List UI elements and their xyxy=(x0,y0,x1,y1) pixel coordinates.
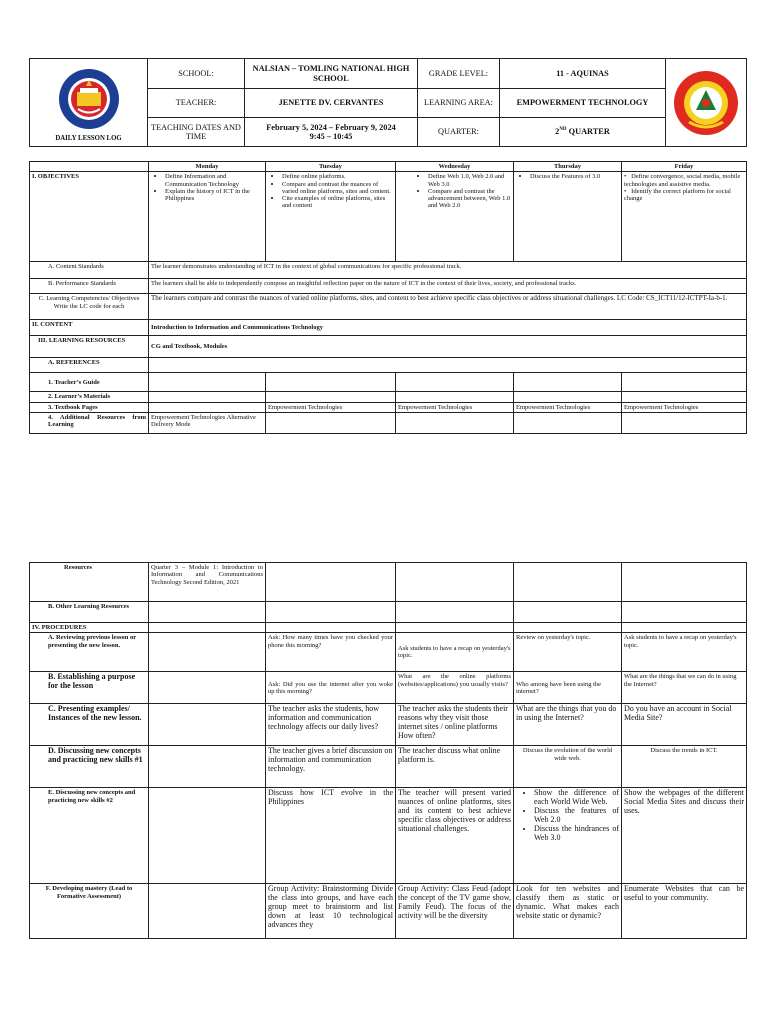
step-a-tuesday: Ask: How many times have you checked your phone this morning? xyxy=(266,633,396,672)
procedures-wednesday xyxy=(396,623,514,633)
learning-area-label: LEARNING AREA: xyxy=(418,89,500,117)
additional-resources-wednesday-cont xyxy=(396,563,514,602)
time-range: 9:45 – 10:45 xyxy=(309,131,353,141)
step-e-friday: Show the webpages of the different Social Media Sites and discuss their uses. xyxy=(622,788,747,884)
school-label: SCHOOL: xyxy=(148,59,245,89)
friday-objective-1: Define convergence, social media, mobile technologies and assistive media. xyxy=(624,173,741,188)
performance-standards-value: The learners shall be able to independently compose an insightful reflection paper on the nature of ICT in the context of their lives, society, and professional tracks. xyxy=(149,279,747,294)
teachers-guide-tuesday xyxy=(266,373,396,392)
additional-resources-friday-cont xyxy=(622,563,747,602)
references-value xyxy=(149,358,747,373)
step-c-wednesday: The teacher asks the students their reasons why they visit those internet sites / online platforms How often? xyxy=(396,704,514,746)
objectives-friday xyxy=(622,172,747,262)
additional-resources-tuesday xyxy=(266,412,396,433)
list-item: • Discuss the features of Web 2.0 xyxy=(534,807,619,825)
list-item: • Show the difference of each World Wide Web. xyxy=(534,789,619,807)
step-c-thursday: What are the things that you do in using the Internet? xyxy=(514,704,622,746)
step-b-label: B. Establishing a purpose for the lesson xyxy=(30,672,149,704)
list-item: • Compare and contrast the nuances of varied online platforms, sites and content. xyxy=(282,181,393,196)
day-header-tuesday: Tuesday xyxy=(266,162,396,172)
teaching-dates-value xyxy=(245,117,418,146)
content-value: Introduction to Information and Communications Technology xyxy=(149,320,747,336)
additional-resources-monday: Empowerment Technologies Alternative Delivery Mode xyxy=(149,412,266,433)
step-f-tuesday: Group Activity: Brainstorming Divide the class into groups, and have each group meet to brainstorm and list down at least 10 technological advances they xyxy=(266,884,396,939)
step-c-friday: Do you have an account in Social Media Site? xyxy=(622,704,747,746)
header-table xyxy=(29,58,747,147)
day-header-thursday: Thursday xyxy=(514,162,622,172)
step-a-label: A. Reviewing previous lesson or presenting the new lesson. xyxy=(30,633,149,672)
step-b-friday: What are the things that we can do in using the Internet? xyxy=(622,672,747,704)
grade-label: GRADE LEVEL: xyxy=(418,59,500,89)
day-header-wednesday: Wednesday xyxy=(396,162,514,172)
content-standards-label: A. Content Standards xyxy=(30,262,149,279)
additional-resources-thursday xyxy=(514,412,622,433)
day-header-monday: Monday xyxy=(149,162,266,172)
step-e-tuesday: Discuss how ICT evolve in the Philippines xyxy=(266,788,396,884)
deped-seal-icon xyxy=(58,68,120,130)
learners-materials-label: 2. Learner’s Materials xyxy=(30,392,149,402)
learners-materials-monday xyxy=(149,392,266,402)
teacher-value: JENETTE DV. CERVANTES xyxy=(245,89,418,117)
competencies-note: Write the LC code for each xyxy=(53,302,125,310)
references-label: A. REFERENCES xyxy=(30,358,149,373)
list-item: • Define online platforms. xyxy=(282,173,393,180)
step-a-friday: Ask students to have a recap on yesterday's topic. xyxy=(622,633,747,672)
procedures-tuesday xyxy=(266,623,396,633)
textbook-pages-wednesday: Empowerment Technologies xyxy=(396,402,514,412)
teachers-guide-thursday xyxy=(514,373,622,392)
list-item: • Compare and contrast the advancement between, Web 1.0 and Web 2.0 xyxy=(428,188,511,210)
step-a-wednesday: Ask students to have a recap on yesterday's topic. xyxy=(396,633,514,672)
step-d-monday xyxy=(149,746,266,788)
dates-range: February 5, 2024 – February 9, 2024 xyxy=(266,122,396,132)
school-seal-icon xyxy=(673,70,739,136)
learning-area-value: EMPOWERMENT TECHNOLOGY xyxy=(500,89,666,117)
additional-resources-thursday-cont xyxy=(514,563,622,602)
list-item: • Cite examples of online platforms, sites and content xyxy=(282,195,393,210)
learners-materials-tuesday xyxy=(266,392,396,402)
procedures-friday xyxy=(622,623,747,633)
other-resources-tuesday xyxy=(266,602,396,623)
quarter-label: QUARTER: xyxy=(418,117,500,146)
step-d-wednesday: The teacher discuss what online platform is. xyxy=(396,746,514,788)
additional-resources-monday-cont: Quarter 3 – Module 1: Introduction to Information and Communications Technology Second Edition, 2021 xyxy=(149,563,266,602)
other-resources-label: B. Other Learning Resources xyxy=(30,602,149,623)
textbook-pages-thursday: Empowerment Technologies xyxy=(514,402,622,412)
teaching-dates-label: TEACHING DATES AND TIME xyxy=(148,117,245,146)
textbook-pages-friday: Empowerment Technologies xyxy=(622,402,747,412)
list-item: • Discuss the Features of 3.0 xyxy=(530,173,619,180)
quarter-suffix: ND xyxy=(559,127,567,133)
performance-standards-label: B. Performance Standards xyxy=(30,279,149,294)
competencies-value: The learners compare and contrast the nuances of varied online platforms, sites, and content to best achieve specific class objectives or address situational challenges. LC Code: CS_ICT11/12-ICTPT-Ia-b-1. xyxy=(149,294,747,320)
objectives-tuesday xyxy=(266,172,396,262)
step-c-monday xyxy=(149,704,266,746)
list-item: • Define Information and Communication Technology xyxy=(165,173,263,188)
teacher-label: TEACHER: xyxy=(148,89,245,117)
step-f-thursday: Look for ten websites and classify them as static or dynamic. What makes each website static or dynamic? xyxy=(514,884,622,939)
step-f-friday: Enumerate Websites that can be useful to your community. xyxy=(622,884,747,939)
textbook-pages-tuesday: Empowerment Technologies xyxy=(266,402,396,412)
competencies-label xyxy=(30,294,149,320)
other-resources-thursday xyxy=(514,602,622,623)
step-a-thursday: Review on yesterday's topic. xyxy=(514,633,622,672)
content-label: II. CONTENT xyxy=(30,320,149,336)
additional-resources-label: 4. Additional Resources from Learning xyxy=(30,412,149,433)
step-d-label: D. Discussing new concepts and practicing new skills #1 xyxy=(30,746,149,788)
objectives-label: I. OBJECTIVES xyxy=(30,172,149,262)
step-e-label: E. Discussing new concepts and practicing new skills #2 xyxy=(30,788,149,884)
learners-materials-thursday xyxy=(514,392,622,402)
list-item: • Explain the history of ICT in the Philippines xyxy=(165,188,263,203)
step-d-friday: Discuss the trends in ICT. xyxy=(622,746,747,788)
procedures-monday xyxy=(149,623,266,633)
step-c-label: C. Presenting examples/ Instances of the new lesson. xyxy=(30,704,149,746)
step-d-tuesday: The teacher gives a brief discussion on information and communication technology. xyxy=(266,746,396,788)
lesson-log-table-page2 xyxy=(29,562,747,939)
school-logo-cell xyxy=(666,59,747,147)
additional-resources-label-cont: Resources xyxy=(30,563,149,602)
step-f-wednesday: Group Activity: Class Feud (adopt the concept of the TV game show, Family Feud). The focus of the activity will be the diversity xyxy=(396,884,514,939)
deped-logo-cell xyxy=(30,59,148,147)
learning-resources-label: III. LEARNING RESOURCES xyxy=(30,336,149,358)
day-header-friday: Friday xyxy=(622,162,747,172)
daily-lesson-log-label: DAILY LESSON LOG xyxy=(55,135,122,143)
step-b-thursday: Who among have been using the internet? xyxy=(514,672,622,704)
step-e-monday xyxy=(149,788,266,884)
friday-objective-2: Identify the correct platform for social change xyxy=(624,187,731,203)
step-f-label: F. Developing mastery (Lead to Formative Assessment) xyxy=(30,884,149,939)
other-resources-monday xyxy=(149,602,266,623)
lesson-log-table-page1 xyxy=(29,161,747,434)
objectives-thursday xyxy=(514,172,622,262)
list-item: • Discuss the hindrances of Web 3.0 xyxy=(534,825,619,843)
quarter-number: 2 xyxy=(555,127,560,137)
quarter-value xyxy=(500,117,666,146)
teachers-guide-label: 1. Teacher’s Guide xyxy=(30,373,149,392)
additional-resources-wednesday xyxy=(396,412,514,433)
other-resources-friday xyxy=(622,602,747,623)
textbook-pages-label: 3. Textbook Pages xyxy=(30,402,149,412)
step-a-monday xyxy=(149,633,266,672)
procedures-thursday xyxy=(514,623,622,633)
list-item: • Define convergence, social media, mobile technologies and assistive media. xyxy=(624,173,741,188)
textbook-pages-monday xyxy=(149,402,266,412)
additional-resources-tuesday-cont xyxy=(266,563,396,602)
teachers-guide-wednesday xyxy=(396,373,514,392)
teachers-guide-friday xyxy=(622,373,747,392)
list-item: • Identify the correct platform for social change xyxy=(624,187,731,203)
step-e-wednesday: The teacher will present varied nuances of online platforms, sites and its content to best achieve specific class objectives or address situational challenges. xyxy=(396,788,514,884)
step-d-thursday: Discuss the evolution of the world wide web. xyxy=(514,746,622,788)
list-item: • Define Web 1.0, Web 2.0 and Web 3.0 xyxy=(428,173,511,188)
additional-resources-friday xyxy=(622,412,747,433)
step-b-monday xyxy=(149,672,266,704)
competencies-title: C. Learning Competencies/ Objectives xyxy=(38,295,140,303)
objectives-monday xyxy=(149,172,266,262)
teachers-guide-monday xyxy=(149,373,266,392)
other-resources-wednesday xyxy=(396,602,514,623)
step-b-wednesday: What are the online platforms (websites/applications) you usually visits? xyxy=(396,672,514,704)
step-f-monday xyxy=(149,884,266,939)
learning-resources-value: CG and Textbook, Modules xyxy=(149,336,747,358)
content-standards-value: The learner demonstrates understanding of ICT in the context of global communications for specific professional track. xyxy=(149,262,747,279)
school-value: NALSIAN – TOMLING NATIONAL HIGH SCHOOL xyxy=(245,59,418,89)
day-header-blank xyxy=(30,162,149,172)
step-c-tuesday: The teacher asks the students, how information and communication technology affects our daily lives? xyxy=(266,704,396,746)
step-e-thursday xyxy=(514,788,622,884)
procedures-label: IV. PROCEDURES xyxy=(30,623,149,633)
objectives-wednesday xyxy=(396,172,514,262)
learners-materials-wednesday xyxy=(396,392,514,402)
quarter-word: QUARTER xyxy=(566,127,610,137)
learners-materials-friday xyxy=(622,392,747,402)
step-b-tuesday: Ask: Did you use the internet after you woke up this morning? xyxy=(266,672,396,704)
grade-value: 11 - AQUINAS xyxy=(500,59,666,89)
